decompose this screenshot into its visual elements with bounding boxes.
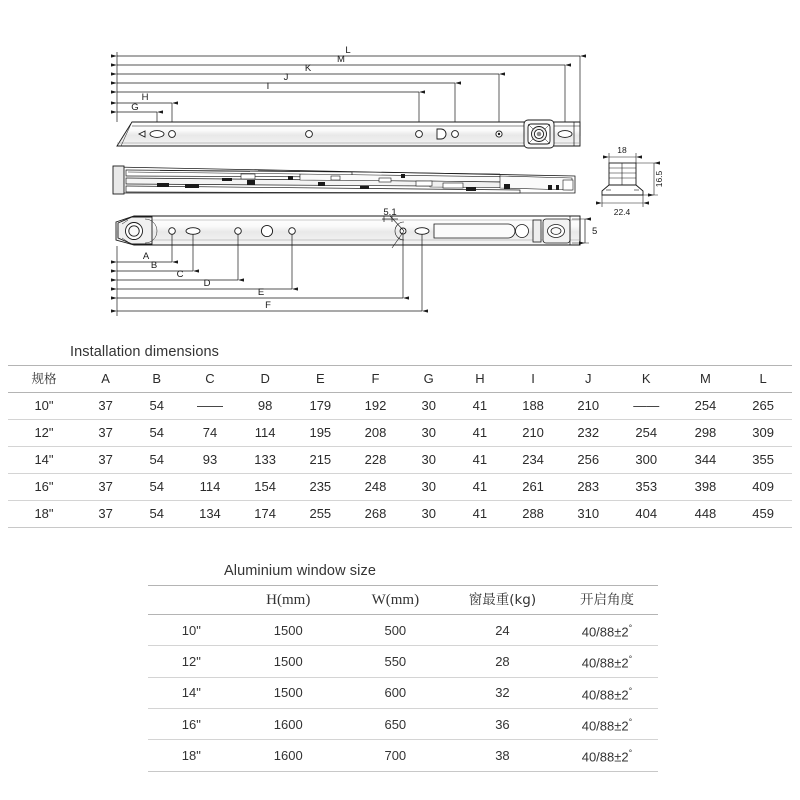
cell-M: 254 [677, 393, 735, 420]
cell-K: —— [616, 393, 677, 420]
table-row [148, 646, 658, 677]
angle-value: 40/88±2 [581, 718, 629, 734]
dim-label-16_5: 16.5 [654, 170, 664, 188]
cell-max-weight: 38 [449, 740, 556, 771]
cell-A: 37 [80, 501, 131, 528]
table-row [8, 474, 792, 501]
cell-L: 355 [734, 447, 792, 474]
cell-spec: 12" [148, 646, 235, 677]
dim-label-I: I [266, 81, 270, 92]
cell-B: 54 [131, 501, 182, 528]
cell-width: 650 [342, 708, 449, 739]
cell-L: 409 [734, 474, 792, 501]
cell-H: 41 [454, 420, 505, 447]
installation-dimensions-title: Installation dimensions [70, 344, 219, 360]
cell-M: 448 [677, 501, 735, 528]
cell-A: 37 [80, 393, 131, 420]
cell-B: 54 [131, 393, 182, 420]
cell-L: 265 [734, 393, 792, 420]
installation-table-header-row [8, 366, 792, 393]
cell-max-weight: 28 [449, 646, 556, 677]
table-row [148, 740, 658, 771]
aluminium-window-size-title: Aluminium window size [224, 563, 376, 579]
cell-J: 283 [561, 474, 616, 501]
top-view-body [117, 122, 580, 146]
cell-A: 37 [80, 447, 131, 474]
cell-H: 41 [454, 393, 505, 420]
installation-dimensions-block [8, 344, 792, 528]
cell-I: 288 [505, 501, 560, 528]
width-symbol: W [371, 592, 386, 608]
installation-dimensions-table [8, 365, 792, 528]
cell-G: 30 [403, 420, 454, 447]
angle-value: 40/88±2 [581, 624, 629, 640]
col-header-opening-angle: 开启角度 [556, 586, 658, 615]
cell-J: 232 [561, 420, 616, 447]
dim-label-B: B [150, 260, 158, 271]
degree-symbol: ° [628, 654, 633, 665]
cell-F: 268 [348, 501, 403, 528]
cell-D: 174 [238, 501, 293, 528]
cell-D: 98 [238, 393, 293, 420]
cell-A: 37 [80, 420, 131, 447]
cell-spec: 18" [8, 501, 80, 528]
cell-opening-angle [556, 646, 658, 677]
cell-I: 261 [505, 474, 560, 501]
dim-label-thickness-5: 5 [592, 226, 598, 237]
cell-A: 37 [80, 474, 131, 501]
col-header-F: F [348, 366, 403, 393]
cell-H: 41 [454, 447, 505, 474]
cell-height: 1600 [235, 708, 342, 739]
cell-spec: 18" [148, 740, 235, 771]
dim-label-A: A [142, 251, 150, 262]
col-header-K: K [616, 366, 677, 393]
cell-E: 235 [293, 474, 348, 501]
dim-label-M: M [337, 54, 345, 65]
aluminium-window-size-block [148, 563, 658, 772]
cell-spec: 10" [148, 615, 235, 646]
cross-section-drawing [602, 145, 664, 217]
angle-value: 40/88±2 [581, 686, 629, 702]
cell-E: 195 [293, 420, 348, 447]
cell-opening-angle [556, 740, 658, 771]
dim-label-J: J [283, 72, 289, 83]
table-row [148, 708, 658, 739]
col-header-blank [148, 586, 235, 615]
col-header-width [342, 586, 449, 615]
dim-label-K: K [304, 63, 312, 74]
height-unit: (mm) [276, 592, 311, 608]
table-row [148, 677, 658, 708]
cell-opening-angle [556, 615, 658, 646]
col-header-L: L [734, 366, 792, 393]
cell-B: 54 [131, 474, 182, 501]
cell-height: 1600 [235, 740, 342, 771]
height-symbol: H [266, 592, 277, 608]
cell-G: 30 [403, 474, 454, 501]
degree-symbol: ° [628, 623, 633, 633]
cell-F: 192 [348, 393, 403, 420]
col-header-B: B [131, 366, 182, 393]
cell-height: 1500 [235, 615, 342, 646]
cell-spec: 16" [8, 474, 80, 501]
cell-C: 93 [182, 447, 237, 474]
cell-D: 133 [238, 447, 293, 474]
dim-label-E: E [257, 287, 265, 298]
table-row [8, 447, 792, 474]
dim-label-22_4: 22.4 [613, 207, 631, 217]
cell-J: 310 [561, 501, 616, 528]
cell-max-weight: 36 [449, 708, 556, 739]
angle-value: 40/88±2 [581, 655, 629, 671]
col-header-max-weight: 窗最重(kg) [449, 586, 556, 615]
cell-M: 298 [677, 420, 735, 447]
cell-K: 404 [616, 501, 677, 528]
col-header-C: C [182, 366, 237, 393]
cell-G: 30 [403, 447, 454, 474]
cell-height: 1500 [235, 677, 342, 708]
dim-label-F: F [265, 300, 271, 311]
cell-height: 1500 [235, 646, 342, 677]
col-header-A: A [80, 366, 131, 393]
col-header-I: I [505, 366, 560, 393]
cell-spec: 14" [148, 677, 235, 708]
cell-width: 500 [342, 615, 449, 646]
cell-max-weight: 32 [449, 677, 556, 708]
cell-C: 114 [182, 474, 237, 501]
width-unit: (mm) [385, 592, 420, 608]
window-table-header-row [148, 586, 658, 615]
col-header-height [235, 586, 342, 615]
cell-B: 54 [131, 447, 182, 474]
cell-M: 398 [677, 474, 735, 501]
angle-value: 40/88±2 [581, 749, 629, 765]
table-row [8, 501, 792, 528]
cell-spec: 14" [8, 447, 80, 474]
table-row [8, 420, 792, 447]
cell-K: 254 [616, 420, 677, 447]
cell-I: 210 [505, 420, 560, 447]
dim-label-H: H [141, 92, 149, 103]
cell-L: 309 [734, 420, 792, 447]
cell-C: —— [182, 393, 237, 420]
cell-D: 114 [238, 420, 293, 447]
cell-E: 255 [293, 501, 348, 528]
cell-width: 550 [342, 646, 449, 677]
cell-opening-angle [556, 677, 658, 708]
cell-D: 154 [238, 474, 293, 501]
dim-label-D: D [203, 278, 211, 289]
cell-E: 179 [293, 393, 348, 420]
cell-spec: 16" [148, 708, 235, 739]
cell-width: 700 [342, 740, 449, 771]
cell-G: 30 [403, 393, 454, 420]
dim-label-5_1: 5.1 [383, 207, 397, 218]
degree-symbol: ° [628, 685, 633, 696]
col-header-H: H [454, 366, 505, 393]
cell-spec: 12" [8, 420, 80, 447]
cell-M: 344 [677, 447, 735, 474]
col-header-spec: 规格 [8, 366, 80, 393]
cell-max-weight: 24 [449, 615, 556, 646]
side-view-drawing [113, 166, 575, 194]
cell-I: 188 [505, 393, 560, 420]
cell-F: 228 [348, 447, 403, 474]
dim-label-G: G [131, 102, 139, 113]
cell-opening-angle [556, 708, 658, 739]
cell-H: 41 [454, 501, 505, 528]
aluminium-window-size-table [148, 585, 658, 772]
cell-width: 600 [342, 677, 449, 708]
bottom-view-drawing [116, 207, 597, 316]
cell-J: 256 [561, 447, 616, 474]
table-row [148, 615, 658, 646]
technical-drawing-svg [0, 0, 800, 340]
cell-G: 30 [403, 501, 454, 528]
cell-L: 459 [734, 501, 792, 528]
col-header-J: J [561, 366, 616, 393]
table-row [8, 393, 792, 420]
degree-symbol: ° [628, 716, 633, 727]
cell-K: 300 [616, 447, 677, 474]
col-header-M: M [677, 366, 735, 393]
cell-E: 215 [293, 447, 348, 474]
top-view-drawing [117, 45, 580, 148]
degree-symbol: ° [628, 748, 633, 759]
cell-F: 248 [348, 474, 403, 501]
cell-spec: 10" [8, 393, 80, 420]
cell-J: 210 [561, 393, 616, 420]
col-header-G: G [403, 366, 454, 393]
cell-I: 234 [505, 447, 560, 474]
dim-label-18: 18 [617, 145, 627, 155]
cell-B: 54 [131, 420, 182, 447]
dim-label-L: L [345, 45, 351, 56]
col-header-E: E [293, 366, 348, 393]
technical-drawing-area [0, 0, 800, 340]
dim-label-C: C [176, 269, 184, 280]
col-header-D: D [238, 366, 293, 393]
cell-H: 41 [454, 474, 505, 501]
cell-C: 134 [182, 501, 237, 528]
cell-F: 208 [348, 420, 403, 447]
cell-K: 353 [616, 474, 677, 501]
cell-C: 74 [182, 420, 237, 447]
bottom-view-dimension-labels [143, 251, 271, 311]
